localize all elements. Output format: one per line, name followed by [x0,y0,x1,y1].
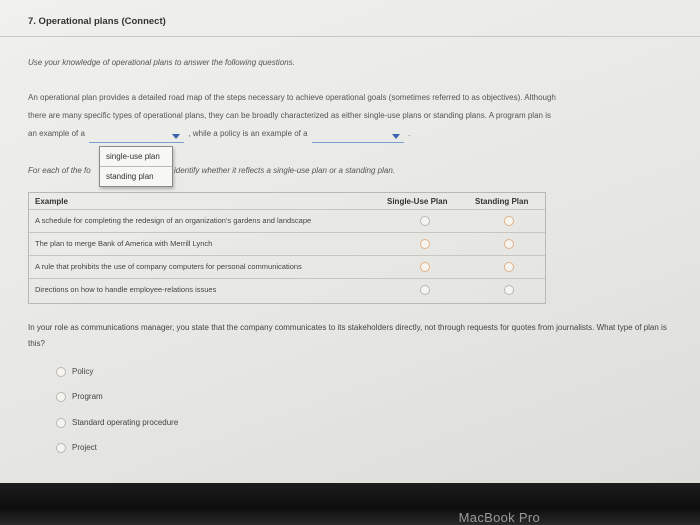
table-row [29,255,545,278]
table-instruction-left: For each of the fo [28,166,91,175]
row-2-standing-radio[interactable] [504,239,514,249]
option-policy-label: Policy [72,367,94,376]
paragraph-line-1: An operational plan provides a detailed road map of the steps necessary to achieve operational goals (sometimes referred to as objectives). Although [28,93,556,102]
dropdown-menu [99,146,173,187]
question-title: 7. Operational plans (Connect) [28,16,166,27]
header-standing: Standing Plan [475,197,529,206]
instruction-text: Use your knowledge of operational plans to answer the following questions. [28,58,295,67]
dropdown-option-standing[interactable]: standing plan [100,166,172,186]
option-sop-label: Standard operating procedure [72,418,179,427]
option-sop-radio[interactable] [56,418,66,428]
option-project-label: Project [72,443,97,452]
row-text: Directions on how to handle employee-relations issues [35,285,217,294]
row-3-single-use-radio[interactable] [420,262,430,272]
row-4-single-use-radio[interactable] [420,285,430,295]
dropdown-arrow-icon [392,134,400,139]
program-plan-dropdown[interactable] [89,132,184,143]
row-text: The plan to merge Bank of America with Merrill Lynch [35,239,213,248]
option-policy-radio[interactable] [56,367,66,377]
header-example: Example [35,197,68,206]
row-1-standing-radio[interactable] [504,216,514,226]
role-question-text: In your role as communications manager, you state that the company communicates to its stakeholders directly, not through requests for quotes from journalists. What type of plan is this? [28,323,667,348]
paragraph-line-3 [28,125,668,143]
row-text: A rule that prohibits the use of company computers for personal communications [35,262,302,271]
dropdown-arrow-icon [172,134,180,139]
paragraph-line-3-start: an example of a [28,129,85,138]
paragraph-line-3-middle: , while a policy is an example of a [188,129,308,138]
row-1-single-use-radio[interactable] [420,216,430,226]
policy-dropdown[interactable] [312,132,404,143]
paragraph-line-2: there are many specific types of operational plans, they can be broadly characterized as either single-use plans or standing plans. A program plan is [28,111,551,120]
option-project-radio[interactable] [56,443,66,453]
table-instruction-right: identify whether it reflects a single-use plan or a standing plan. [174,166,396,175]
row-text: A schedule for completing the redesign of an organization's gardens and landscape [35,216,312,225]
device-brand-label: MacBook Pro [458,510,540,525]
table-row [29,209,545,232]
header-single-use: Single-Use Plan [387,197,448,206]
classification-table [28,192,546,304]
paragraph [28,89,668,143]
row-2-single-use-radio[interactable] [420,239,430,249]
paragraph-line-3-end: . [408,129,411,138]
row-4-standing-radio[interactable] [504,285,514,295]
row-3-standing-radio[interactable] [504,262,514,272]
option-program-radio[interactable] [56,392,66,402]
table-row [29,278,545,301]
dropdown-option-single-use[interactable]: single-use plan [106,152,160,161]
option-program-label: Program [72,392,103,401]
laptop-bezel [0,483,700,525]
table-row [29,232,545,255]
